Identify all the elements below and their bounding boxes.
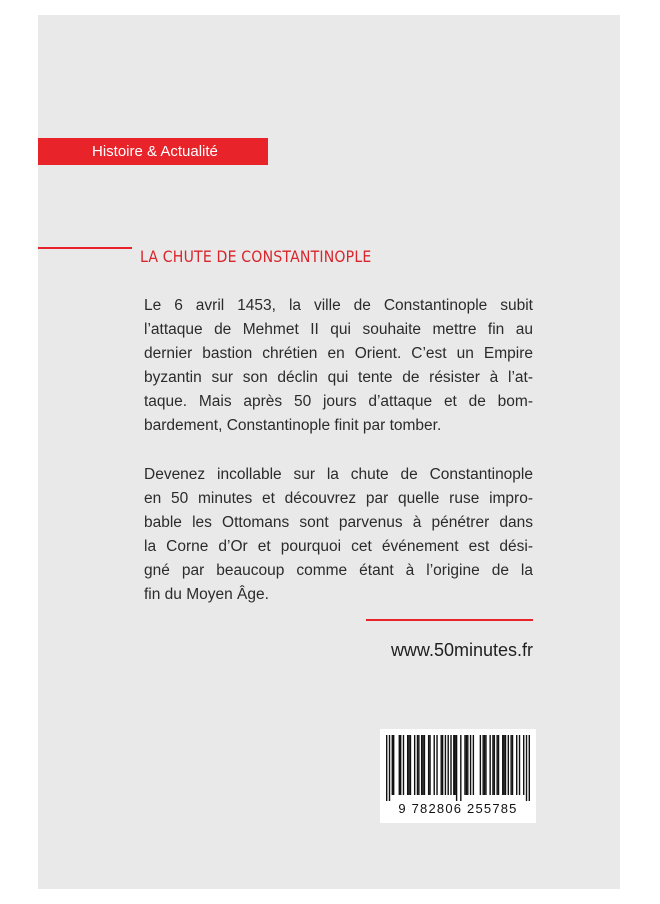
barcode-bar: [389, 735, 390, 801]
barcode-bar: [480, 735, 481, 795]
barcode-bar: [512, 735, 513, 795]
summary-line: bardement, Constantinople finit par tomber.: [144, 417, 442, 434]
barcode-bar: [442, 735, 443, 795]
barcode-bar: [393, 735, 394, 795]
barcode-bar: [473, 735, 474, 795]
summary-line: Le 6 avril 1453, la ville de Constantinople subit: [144, 297, 533, 314]
summary-line: taque. Mais après 50 jours d’attaque et de bom-: [144, 393, 533, 410]
summary-line: dernier bastion chrétien en Orient. C’est un Empire: [144, 345, 533, 362]
barcode-bar: [410, 735, 411, 795]
barcode-bar: [429, 735, 430, 795]
barcode-bar: [466, 735, 467, 795]
barcode-bar: [424, 735, 425, 795]
barcode-bar: [386, 735, 387, 801]
barcode: [380, 729, 536, 823]
barcode-bar: [441, 735, 442, 795]
book-title: LA CHUTE DE CONSTANTINOPLE: [140, 247, 372, 266]
isbn-number: 9 782806 255785: [398, 801, 518, 816]
publisher-website: www.50minutes.fr: [390, 640, 533, 660]
barcode-bar: [496, 735, 497, 795]
barcode-bar: [455, 735, 456, 795]
summary-line: fin du Moyen Âge.: [144, 586, 269, 603]
barcode-bar: [418, 735, 419, 795]
summary-line: l’attaque de Mehmet II qui souhaite mettre fin au: [144, 321, 533, 338]
barcode-bar: [399, 735, 400, 795]
summary-line: Devenez incollable sur la chute de Constantinople: [144, 466, 533, 483]
barcode-bar: [392, 735, 393, 795]
barcode-bar: [508, 735, 509, 795]
barcode-bar: [485, 735, 486, 795]
collection-banner: Histoire & Actualité: [38, 138, 268, 165]
barcode-bar: [450, 735, 451, 795]
summary-paragraph-1: [144, 294, 533, 438]
barcode-bar: [470, 735, 471, 795]
barcode-bar: [403, 735, 404, 795]
barcode-bar: [529, 735, 530, 801]
barcode-bar: [467, 735, 468, 795]
summary-line: gné par beaucoup comme étant à l’origine de la: [144, 562, 533, 579]
barcode-bar: [489, 735, 490, 795]
barcode-bar: [434, 735, 435, 795]
summary-line: bable les Ottomans sont parvenus à pénétrer dans: [144, 514, 533, 531]
barcode-bar: [505, 735, 506, 795]
barcode-bar: [407, 735, 408, 795]
book-back-cover: [38, 15, 620, 889]
barcode-bar: [414, 735, 415, 795]
barcode-bar: [516, 735, 517, 795]
barcode-bar: [408, 735, 409, 795]
barcode-bar: [492, 735, 493, 795]
barcode-bar: [510, 735, 511, 795]
barcode-bar: [422, 735, 423, 795]
barcode-bar: [456, 735, 457, 801]
barcode-bar: [503, 735, 504, 795]
barcode-bar: [448, 735, 449, 795]
website-divider: [366, 619, 533, 621]
summary-line: la Corne d’Or et pourquoi cet événement est dési-: [144, 538, 533, 555]
barcode-bar: [417, 735, 418, 795]
barcode-bars: [386, 735, 530, 801]
barcode-bar: [526, 735, 527, 801]
summary-line: byzantin sur son déclin qui tente de résister à l’at-: [144, 369, 533, 386]
barcode-bar: [494, 735, 495, 795]
barcode-bar: [436, 735, 437, 795]
barcode-bar: [400, 735, 401, 795]
barcode-bar: [519, 735, 520, 795]
barcode-bar: [460, 735, 461, 801]
barcode-bar: [484, 735, 485, 795]
barcode-bar: [498, 735, 499, 795]
barcode-bar: [428, 735, 429, 795]
barcode-bar: [453, 735, 454, 795]
barcode-bar: [502, 735, 503, 795]
barcode-bar: [421, 735, 422, 795]
barcode-bar: [523, 735, 524, 795]
barcode-bar: [464, 735, 465, 795]
summary-paragraph-2: [144, 463, 533, 607]
barcode-bar: [482, 735, 483, 795]
title-divider: [38, 247, 132, 249]
summary-line: en 50 minutes et découvrez par quelle ruse impro-: [144, 490, 533, 507]
barcode-bar: [445, 735, 446, 795]
